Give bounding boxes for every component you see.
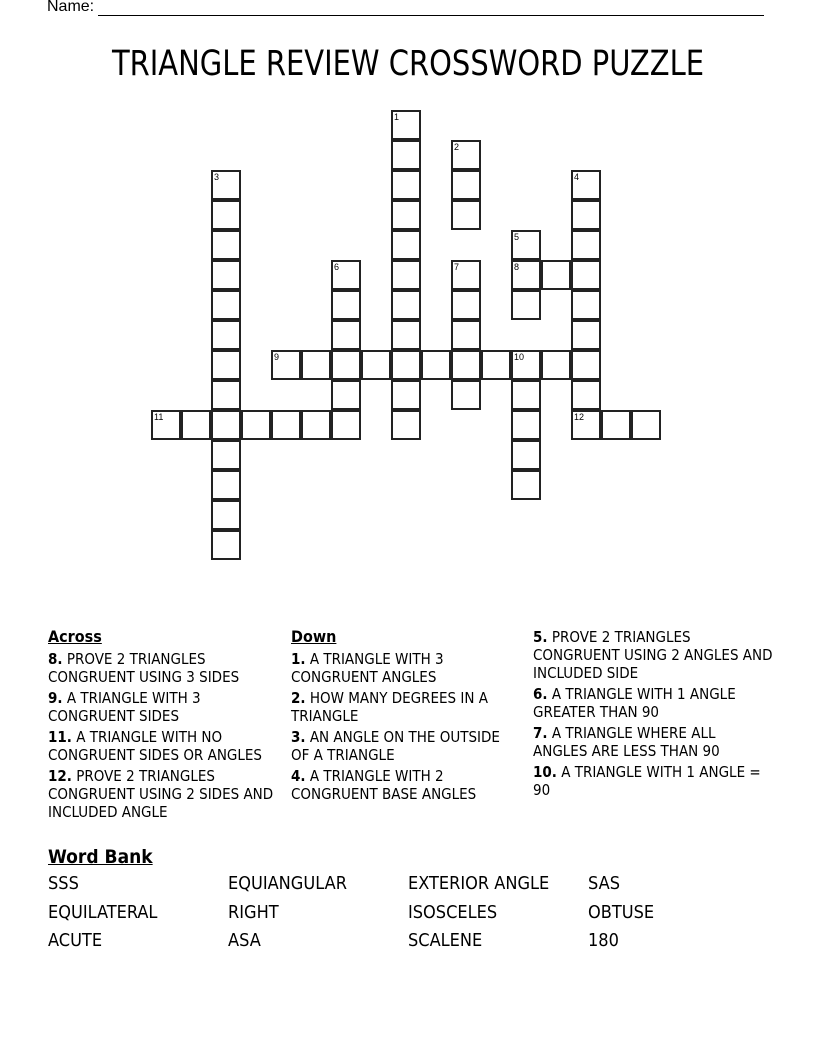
- crossword-cell[interactable]: [211, 410, 241, 440]
- crossword-cell[interactable]: [421, 350, 451, 380]
- clue-text: PROVE 2 TRIANGLES CONGRUENT USING 3 SIDES: [48, 650, 240, 686]
- crossword-cell[interactable]: [391, 140, 421, 170]
- crossword-cell[interactable]: [511, 290, 541, 320]
- crossword-cell[interactable]: [391, 290, 421, 320]
- clue-down-10: [533, 763, 773, 799]
- clue-across-8: [48, 650, 278, 686]
- crossword-cell[interactable]: [481, 350, 511, 380]
- cell-number: 5: [514, 232, 520, 242]
- clue-down-6: [533, 685, 773, 721]
- down-heading: Down: [291, 627, 337, 646]
- word-bank-item: EXTERIOR ANGLE: [408, 873, 550, 894]
- crossword-cell[interactable]: [541, 260, 571, 290]
- clue-text: PROVE 2 TRIANGLES CONGRUENT USING 2 ANGLES AND INCLUDED SIDE: [533, 628, 773, 682]
- word-bank-list: [48, 870, 768, 956]
- cell-number: 11: [154, 412, 164, 422]
- clue-number: 2.: [291, 689, 306, 707]
- clue-text: A TRIANGLE WITH 2 CONGRUENT BASE ANGLES: [291, 767, 477, 803]
- clue-number: 11.: [48, 728, 72, 746]
- crossword-cell[interactable]: [181, 410, 211, 440]
- crossword-cell[interactable]: [511, 380, 541, 410]
- crossword-cell[interactable]: [511, 230, 541, 260]
- word-bank-item: ISOSCELES: [408, 901, 498, 923]
- word-bank-item: EQUILATERAL: [48, 901, 158, 923]
- clue-down-4: [291, 767, 521, 803]
- crossword-cell[interactable]: [211, 530, 241, 560]
- clue-number: 3.: [291, 728, 306, 746]
- crossword-cell[interactable]: [451, 380, 481, 410]
- crossword-cell[interactable]: [211, 290, 241, 320]
- crossword-cell[interactable]: [301, 410, 331, 440]
- clue-text: PROVE 2 TRIANGLES CONGRUENT USING 2 SIDES AND INCLUDED ANGLE: [48, 767, 274, 821]
- crossword-cell[interactable]: [301, 350, 331, 380]
- crossword-cell[interactable]: [211, 380, 241, 410]
- clue-number: 1.: [291, 650, 306, 668]
- crossword-cell[interactable]: [391, 230, 421, 260]
- crossword-cell[interactable]: [571, 230, 601, 260]
- crossword-cell[interactable]: [571, 290, 601, 320]
- crossword-cell[interactable]: [331, 260, 361, 290]
- cell-number: 3: [214, 172, 220, 182]
- crossword-cell[interactable]: [391, 350, 421, 380]
- down-clues: [291, 628, 521, 806]
- clue-text: A TRIANGLE WITH 3 CONGRUENT SIDES: [48, 689, 201, 725]
- crossword-cell[interactable]: [451, 350, 481, 380]
- crossword-cell[interactable]: [331, 410, 361, 440]
- down-clues-continued: [533, 628, 773, 802]
- clue-number: 10.: [533, 763, 557, 781]
- name-field: [47, 0, 764, 16]
- clue-number: 9.: [48, 689, 63, 707]
- crossword-cell[interactable]: [571, 170, 601, 200]
- crossword-cell[interactable]: [331, 350, 361, 380]
- word-bank-item: ASA: [228, 930, 261, 951]
- clue-across-9: [48, 689, 278, 725]
- crossword-cell[interactable]: [271, 410, 301, 440]
- across-clues: [48, 628, 278, 824]
- crossword-cell[interactable]: [571, 320, 601, 350]
- name-label: Name:: [47, 0, 95, 15]
- crossword-cell[interactable]: [241, 410, 271, 440]
- crossword-cell[interactable]: [331, 290, 361, 320]
- crossword-cell[interactable]: [571, 410, 601, 440]
- word-bank-item: OBTUSE: [588, 901, 655, 923]
- cell-number: 12: [574, 412, 585, 422]
- cell-number: 2: [454, 142, 460, 152]
- crossword-cell[interactable]: [211, 200, 241, 230]
- clue-text: A TRIANGLE WITH 3 CONGRUENT ANGLES: [291, 650, 444, 686]
- crossword-cell[interactable]: [391, 320, 421, 350]
- crossword-cell[interactable]: [451, 290, 481, 320]
- clue-text: AN ANGLE ON THE OUTSIDE OF A TRIANGLE: [291, 728, 500, 764]
- crossword-cell[interactable]: [631, 410, 661, 440]
- cell-number: 9: [274, 352, 280, 362]
- clue-down-3: [291, 728, 521, 764]
- page-title: TRIANGLE REVIEW CROSSWORD PUZZLE: [111, 44, 705, 84]
- clue-across-11: [48, 728, 278, 764]
- crossword-cell[interactable]: [451, 170, 481, 200]
- crossword-cell[interactable]: [391, 200, 421, 230]
- name-blank-line[interactable]: [98, 1, 764, 16]
- clue-across-12: [48, 767, 278, 821]
- crossword-cell[interactable]: [331, 380, 361, 410]
- crossword-cell[interactable]: [571, 350, 601, 380]
- clue-number: 7.: [533, 724, 548, 742]
- crossword-cell[interactable]: [511, 470, 541, 500]
- crossword-cell[interactable]: [601, 410, 631, 440]
- clue-text: HOW MANY DEGREES IN A TRIANGLE: [291, 689, 488, 725]
- crossword-cell[interactable]: [451, 140, 481, 170]
- crossword-cell[interactable]: [451, 320, 481, 350]
- clue-number: 5.: [533, 628, 548, 646]
- word-bank-item: EQUIANGULAR: [228, 873, 347, 894]
- crossword-cell[interactable]: [211, 260, 241, 290]
- clue-down-2: [291, 689, 521, 725]
- clue-down-1: [291, 650, 521, 686]
- crossword-cell[interactable]: [511, 410, 541, 440]
- cell-number: 4: [574, 172, 580, 182]
- word-bank-item: SCALENE: [408, 930, 483, 951]
- crossword-cell[interactable]: [571, 260, 601, 290]
- clue-text: A TRIANGLE WITH NO CONGRUENT SIDES OR ANGLES: [48, 728, 262, 764]
- clue-text: A TRIANGLE WITH 1 ANGLE = 90: [533, 763, 761, 799]
- crossword-cell[interactable]: [511, 440, 541, 470]
- clue-number: 12.: [48, 767, 72, 785]
- cell-number: 8: [514, 262, 520, 272]
- word-bank-item: 180: [588, 930, 619, 951]
- cell-number: 7: [454, 262, 460, 272]
- crossword-cell[interactable]: [511, 260, 541, 290]
- crossword-cell[interactable]: [451, 200, 481, 230]
- clue-text: A TRIANGLE WITH 1 ANGLE GREATER THAN 90: [533, 685, 736, 721]
- crossword-cell[interactable]: [331, 320, 361, 350]
- crossword-cell[interactable]: [211, 230, 241, 260]
- crossword-cell[interactable]: [211, 170, 241, 200]
- crossword-cell[interactable]: [211, 500, 241, 530]
- word-bank-item: SAS: [588, 873, 620, 894]
- crossword-cell[interactable]: [361, 350, 391, 380]
- crossword-cell[interactable]: [211, 470, 241, 500]
- crossword-cell[interactable]: [211, 440, 241, 470]
- crossword-cell[interactable]: [451, 260, 481, 290]
- clue-number: 4.: [291, 767, 306, 785]
- word-bank-item: RIGHT: [228, 901, 279, 923]
- cell-number: 10: [514, 352, 525, 362]
- word-bank: [48, 846, 768, 956]
- crossword-cell[interactable]: [571, 380, 601, 410]
- clue-number: 8.: [48, 650, 63, 668]
- crossword-cell[interactable]: [211, 320, 241, 350]
- word-bank-item: SSS: [48, 873, 79, 894]
- clue-number: 6.: [533, 685, 548, 703]
- crossword-cell[interactable]: [571, 200, 601, 230]
- crossword-cell[interactable]: [271, 350, 301, 380]
- crossword-cell[interactable]: [151, 410, 181, 440]
- word-bank-heading: Word Bank: [48, 846, 153, 868]
- clue-down-5: [533, 628, 773, 682]
- crossword-cell[interactable]: [211, 350, 241, 380]
- across-heading: Across: [48, 627, 102, 646]
- crossword-cell[interactable]: [391, 410, 421, 440]
- crossword-cell[interactable]: [391, 170, 421, 200]
- clue-text: A TRIANGLE WHERE ALL ANGLES ARE LESS THAN 90: [533, 724, 720, 760]
- crossword-cell[interactable]: [391, 380, 421, 410]
- word-bank-item: ACUTE: [48, 930, 103, 951]
- crossword-cell[interactable]: [541, 350, 571, 380]
- crossword-cell[interactable]: [391, 260, 421, 290]
- crossword-cell[interactable]: [511, 350, 541, 380]
- crossword-cell[interactable]: [391, 110, 421, 140]
- clue-down-7: [533, 724, 773, 760]
- cell-number: 1: [394, 112, 400, 122]
- cell-number: 6: [334, 262, 340, 272]
